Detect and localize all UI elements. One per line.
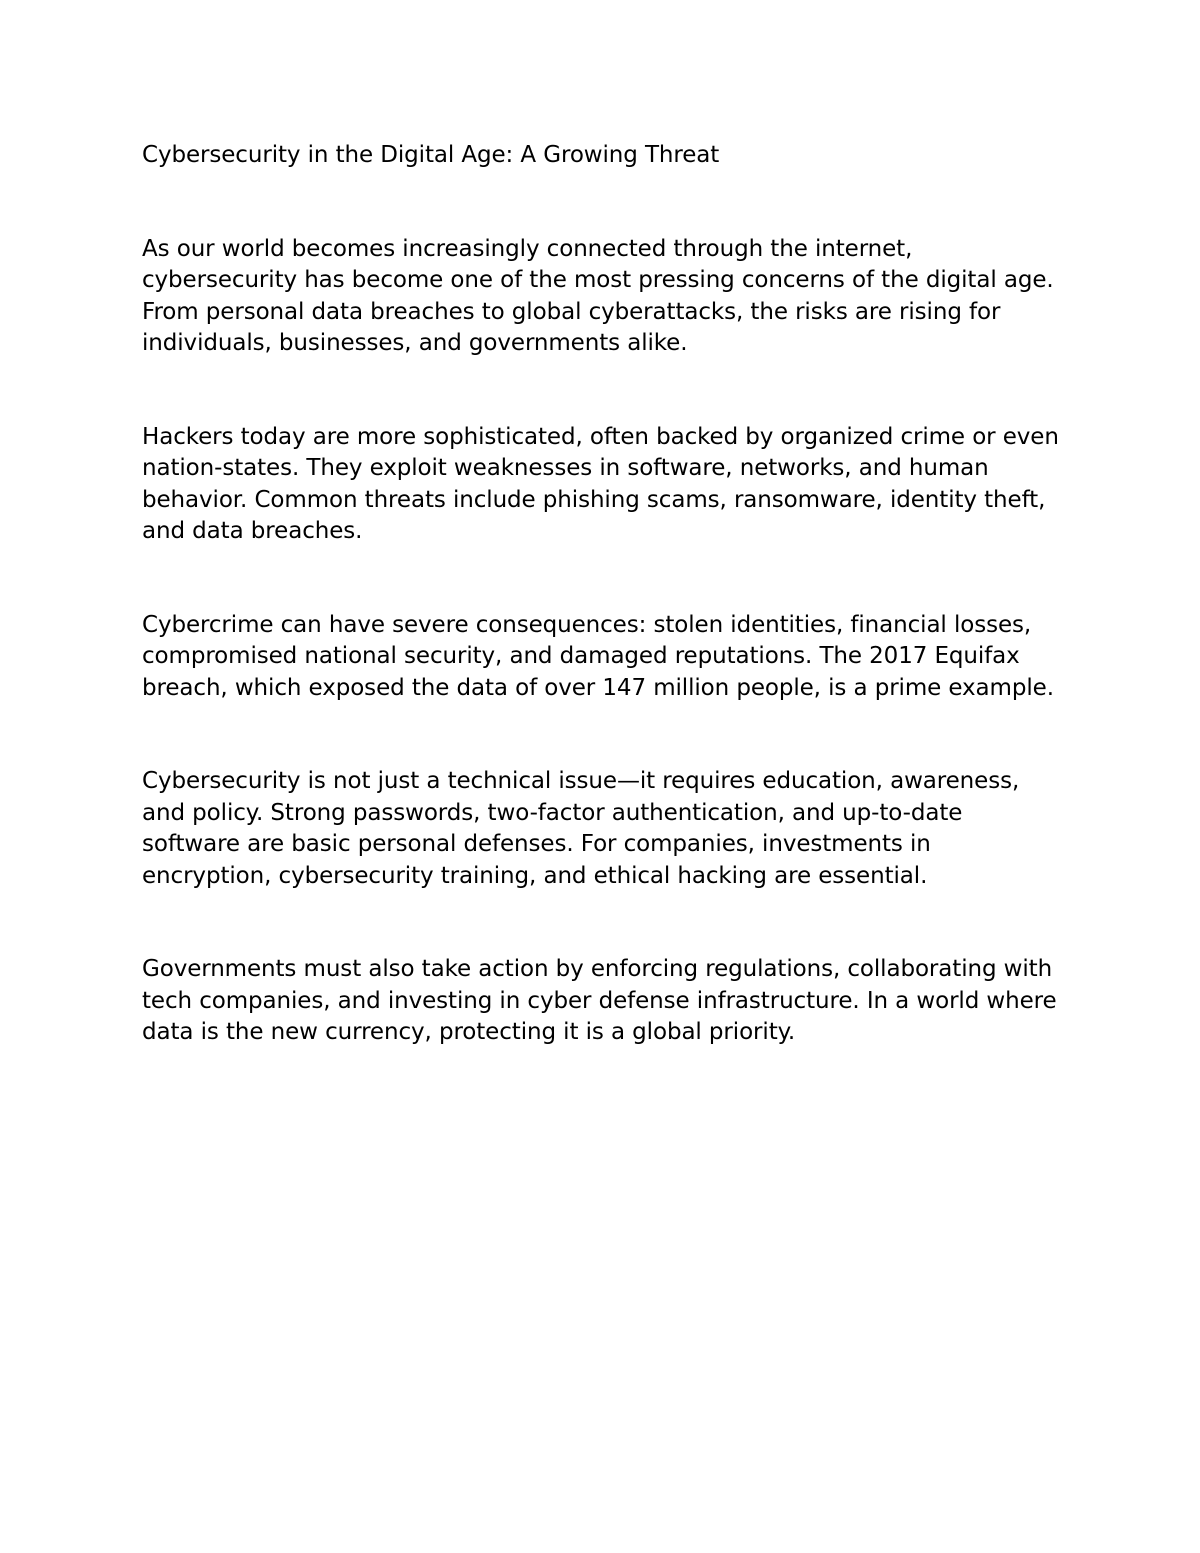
document-title: Cybersecurity in the Digital Age: A Growing Threat bbox=[142, 142, 720, 168]
document-body bbox=[142, 140, 1062, 1111]
paragraph-governments: Governments must also take action by enforcing regulations, collaborating with tech companies, and investing in cyber defense infrastructure. In a world where data is the new currency, protecting it is a global priority. bbox=[142, 956, 1057, 1045]
paragraph-defenses: Cybersecurity is not just a technical issue—it requires education, awareness, and policy. Strong passwords, two-factor authentication, and up-to-date software are basic personal defenses. For companies, investments in encryption, cybersecurity training, and ethical hacking are essential. bbox=[142, 768, 1020, 889]
paragraph-introduction: As our world becomes increasingly connected through the internet, cybersecurity has become one of the most pressing concerns of the digital age. From personal data breaches to global cyberattacks, the risks are rising for individuals, businesses, and governments alike. bbox=[142, 235, 1054, 356]
paragraph-consequences: Cybercrime can have severe consequences: stolen identities, financial losses, compromised national security, and damaged reputations. The 2017 Equifax breach, which exposed the data of over 147 million people, is a prime example. bbox=[142, 611, 1054, 701]
paragraph-hackers: Hackers today are more sophisticated, often backed by organized crime or even nation-states. They exploit weaknesses in software, networks, and human behavior. Common threats include phishing scams, ransomware, identity theft, and data breaches. bbox=[142, 423, 1059, 544]
